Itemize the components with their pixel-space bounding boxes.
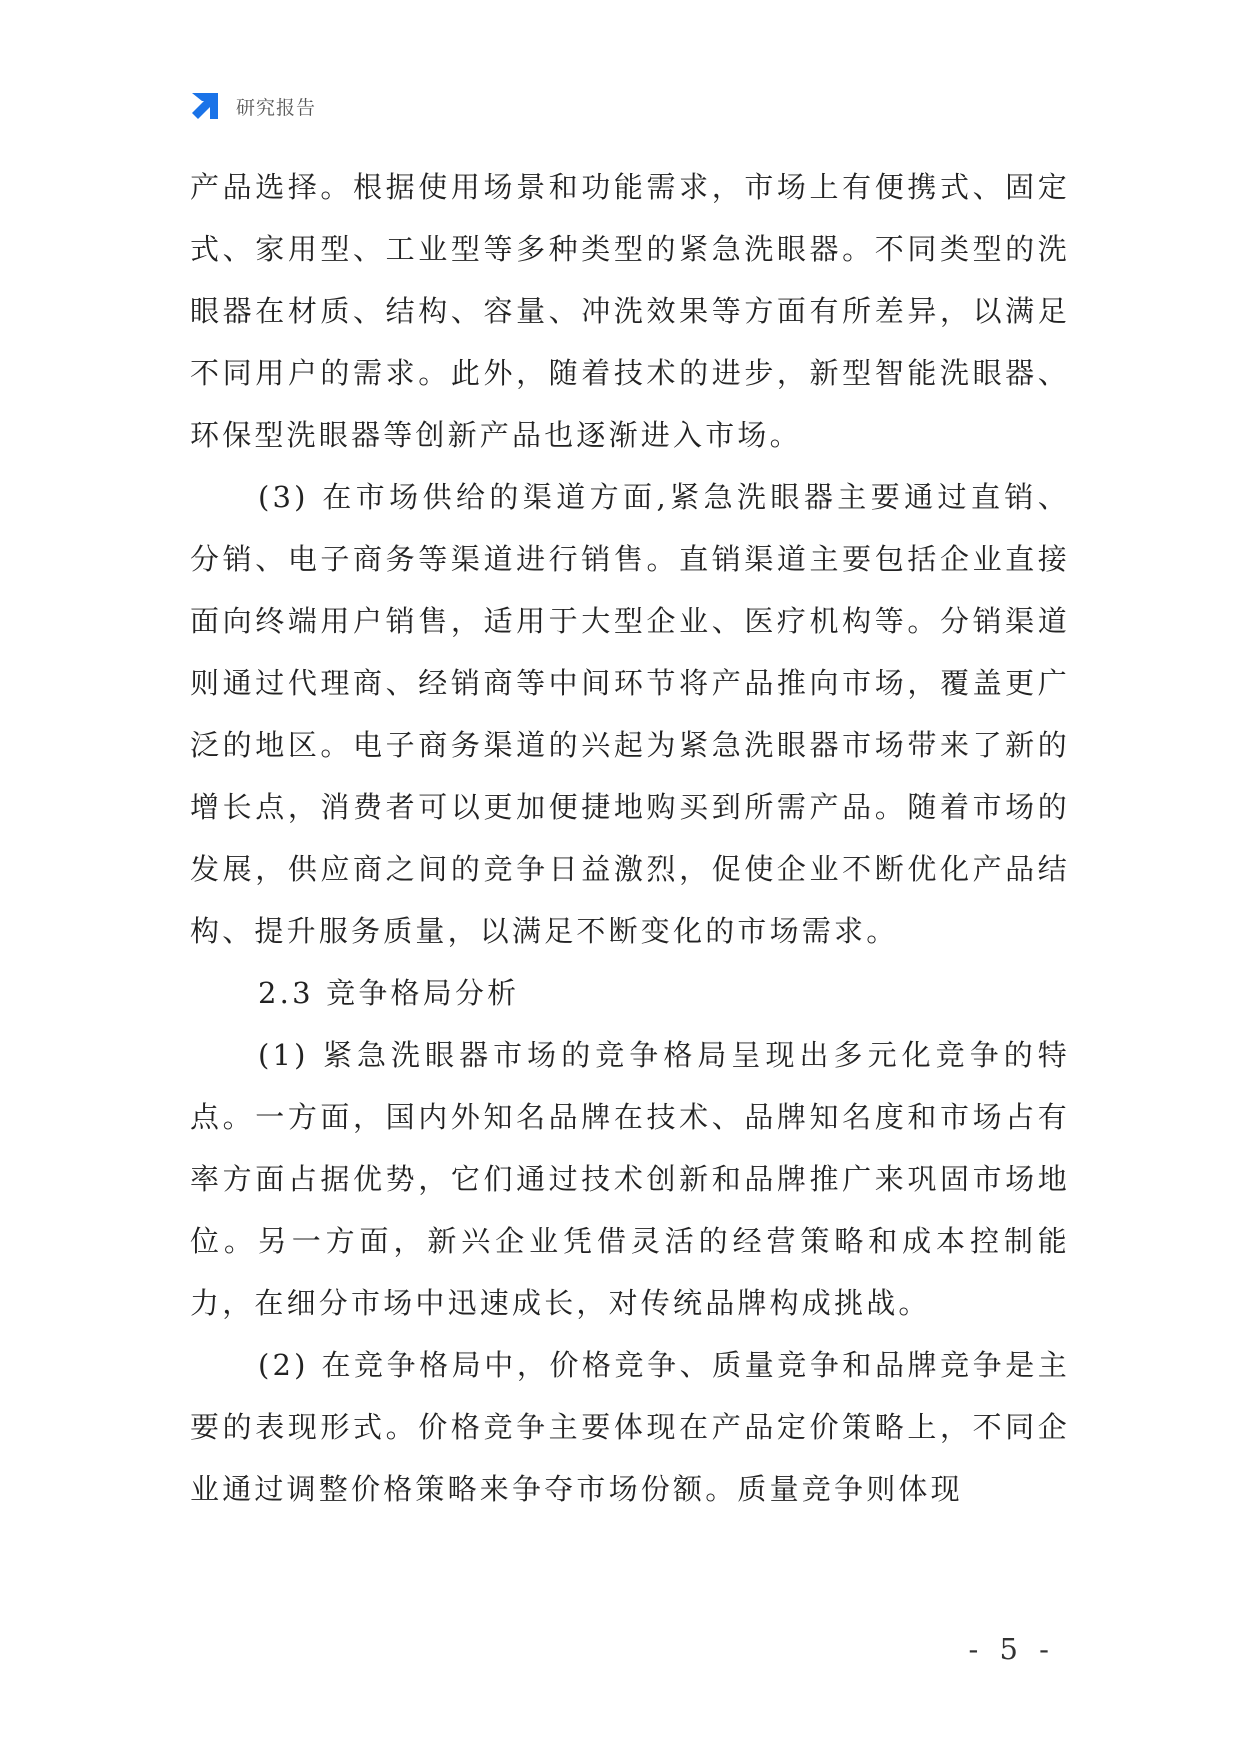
document-body [190, 156, 1070, 1520]
page-number: - 5 - [968, 1632, 1055, 1666]
section-heading: 2.3 竞争格局分析 [258, 976, 520, 1010]
paragraph-competition-2: (2) 在竞争格局中，价格竞争、质量竞争和品牌竞争是主要的表现形式。价格竞争主要体现在产品定价策略上，不同企业通过调整价格策略来争夺市场份额。质量竞争则体现 [190, 1348, 1070, 1506]
page-header [188, 88, 316, 124]
header-title: 研究报告 [236, 96, 317, 119]
paragraph-product-selection: 产品选择。根据使用场景和功能需求，市场上有便携式、固定式、家用型、工业型等多种类型的紧急洗眼器。不同类型的洗眼器在材质、结构、容量、冲洗效果等方面有所差异，以满足不同用户的需求。此外，随着技术的进步，新型智能洗眼器、环保型洗眼器等创新产品也逐渐进入市场。 [190, 170, 1070, 452]
paragraph-competition-1: (1) 紧急洗眼器市场的竞争格局呈现出多元化竞争的特点。一方面，国内外知名品牌在技术、品牌知名度和市场占有率方面占据优势，它们通过技术创新和品牌推广来巩固市场地位。另一方面，新兴企业凭借灵活的经营策略和成本控制能力，在细分市场中迅速成长，对传统品牌构成挑战。 [190, 1038, 1070, 1320]
arrow-up-right-icon [188, 89, 222, 123]
paragraph-supply-channels: (3) 在市场供给的渠道方面,紧急洗眼器主要通过直销、分销、电子商务等渠道进行销售。直销渠道主要包括企业直接面向终端用户销售，适用于大型企业、医疗机构等。分销渠道则通过代理商、经销商等中间环节将产品推向市场，覆盖更广泛的地区。电子商务渠道的兴起为紧急洗眼器市场带来了新的增长点，消费者可以更加便捷地购买到所需产品。随着市场的发展，供应商之间的竞争日益激烈，促使企业不断优化产品结构、提升服务质量，以满足不断变化的市场需求。 [190, 480, 1070, 948]
